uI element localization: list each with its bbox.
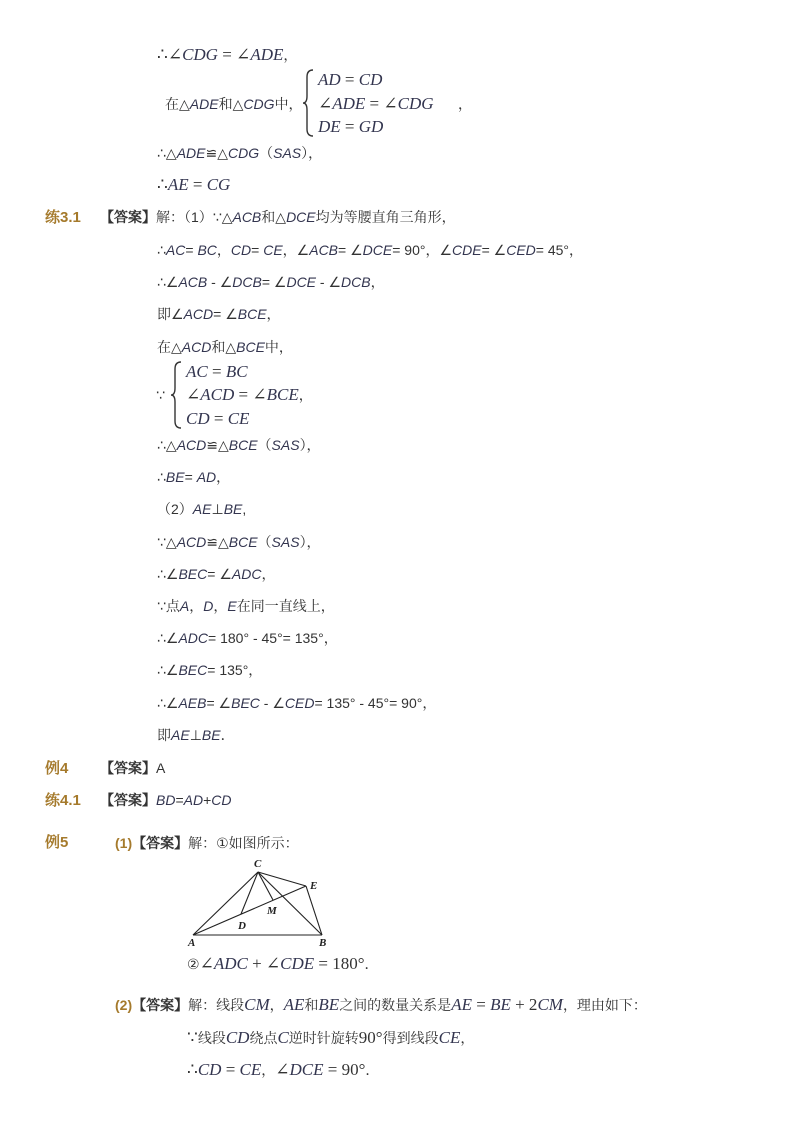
cjk-text: 解：①如图所示： [188, 835, 299, 851]
problem-label: 练4.1 [45, 792, 81, 809]
cjk-text: ， [425, 242, 440, 258]
math-variable: AE [451, 995, 472, 1014]
part-number: (1) [115, 835, 133, 851]
math-variable: ACB [178, 274, 208, 290]
math-variable: CD [197, 1060, 222, 1079]
solution-line: （2）AE⊥BE, [157, 501, 247, 517]
point-label-c: C [254, 858, 262, 870]
cjk-text: ） [178, 501, 193, 517]
cjk-text: 解：（ [156, 209, 191, 225]
math-variable: CG [206, 175, 231, 194]
system-tail: ， [458, 96, 472, 112]
cjk-text: （ [257, 534, 272, 550]
math-variable: CD [225, 1028, 250, 1047]
cjk-text: 中， [274, 96, 303, 112]
math-variable: ADE [189, 96, 219, 112]
math-variable: SAS [271, 437, 300, 453]
math-variable: ADE [250, 45, 284, 64]
cjk-text: ， [283, 47, 298, 63]
solution-line: ∴AE = CG [157, 175, 231, 194]
system-row: ∠ACD = ∠BCE， [186, 385, 313, 404]
system-row: AD = CD [318, 70, 383, 89]
solution-line: 即∠ACD= ∠BCE， [157, 306, 281, 322]
cjk-text: ， [422, 695, 437, 711]
math-variable: E [227, 598, 237, 614]
solution-line: ∴AC= BC，CD= CE，∠ACB= ∠DCE= 90°，∠CDE= ∠CED= 45°， [157, 242, 584, 258]
cjk-text: ， [261, 1062, 276, 1078]
math-variable: CDE [452, 242, 482, 258]
math-variable: ACD [183, 306, 214, 322]
math-variable: BE [318, 995, 340, 1014]
math-variable: BEC [231, 695, 260, 711]
cjk-text: ， [216, 242, 231, 258]
cjk-text: 在 [165, 96, 179, 112]
solution-line: 即AE⊥BE． [157, 727, 235, 743]
math-variable: ADE [332, 94, 366, 113]
math-variable: DCB [341, 274, 371, 290]
math-variable: BD [156, 792, 176, 808]
math-variable: CD [186, 409, 210, 428]
cjk-text: ， [323, 630, 338, 646]
math-variable: DCB [232, 274, 262, 290]
cjk-text: ， [213, 598, 228, 614]
cjk-text: 在 [157, 339, 171, 355]
math-variable: GD [358, 117, 384, 136]
cjk-text: 即 [157, 306, 171, 322]
answer-tag: 【答案】 [132, 835, 189, 851]
system-row: DE = GD [318, 117, 384, 136]
math-variable: ADE [176, 145, 206, 161]
cjk-text: ， [569, 242, 584, 258]
answer-tag: 【答案】 [100, 792, 156, 808]
math-variable: ACD [176, 534, 207, 550]
solution-line: ∴BE= AD， [157, 469, 231, 485]
cjk-text: 和 [218, 96, 233, 112]
math-variable: BE [165, 469, 185, 485]
cjk-text: ， [282, 242, 297, 258]
cjk-text: ． [365, 1062, 380, 1078]
cjk-text: ）， [299, 437, 321, 453]
cjk-text: ， [460, 1030, 475, 1046]
problem-label: 例5 [45, 834, 69, 851]
cjk-text: ． [364, 956, 379, 972]
math-variable: CDE [280, 954, 315, 973]
math-variable: ACD [181, 339, 212, 355]
math-variable: BC [225, 362, 248, 381]
solution-line: ∴△ADE≌△CDG（SAS）， [157, 145, 323, 161]
math-variable: BE [223, 501, 243, 517]
math-variable: BCE [237, 306, 267, 322]
point-label-d: D [238, 920, 246, 932]
cjk-text: ）， [299, 534, 321, 550]
math-variable: AEB [178, 695, 207, 711]
math-variable: ACD [176, 437, 207, 453]
exercise-3-1-header [45, 207, 456, 227]
math-variable: BCE [236, 339, 265, 355]
part-number: (2) [115, 997, 133, 1013]
math-variable: ACB [232, 209, 262, 225]
math-variable: CE [227, 409, 250, 428]
point-label-e: E [310, 880, 318, 892]
math-variable: BCE [228, 534, 258, 550]
cjk-text: ） [198, 209, 213, 225]
cjk-text: ， [216, 469, 231, 485]
cjk-text: ， [189, 598, 204, 614]
system-lead: ∵ [156, 387, 165, 403]
math-variable: AD [318, 70, 341, 89]
cjk-text: ， [269, 997, 284, 1013]
system-row: CD = CE [186, 409, 250, 428]
math-variable: CDG [182, 45, 218, 64]
exercise-4-1-header [45, 790, 232, 810]
cjk-text: 均为等腰直角三角形， [315, 209, 456, 225]
math-variable: AE [171, 727, 190, 743]
math-variable: CDG [243, 96, 275, 112]
system-intro: 在△ADE和△CDG中， [165, 96, 303, 112]
math-variable: AC [186, 362, 208, 381]
solution-line: ∴∠BEC= 135°， [157, 662, 263, 678]
cjk-text: 和 [211, 339, 226, 355]
math-variable: BEC [178, 662, 208, 678]
cjk-text: ，理由如下： [562, 997, 647, 1013]
left-brace-icon [170, 361, 182, 429]
math-variable: CE [239, 1060, 262, 1079]
answer-tag: 【答案】 [100, 760, 156, 776]
math-variable: ADC [178, 630, 209, 646]
math-variable: AE [283, 995, 305, 1014]
cjk-text: ， [261, 566, 276, 582]
solution-line: ∴∠BEC= ∠ADC， [157, 566, 276, 582]
math-variable: AE [167, 175, 189, 194]
math-variable: CED [506, 242, 536, 258]
cjk-text: ． [220, 727, 235, 743]
math-variable: CD [230, 242, 252, 258]
point-label-b: B [319, 937, 327, 949]
math-variable: BCE [266, 385, 299, 404]
math-variable: DCE [286, 209, 316, 225]
math-variable: AE [192, 501, 212, 517]
solution-line: ∵△ACD≌△BCE（SAS）， [157, 534, 321, 550]
cjk-text: ， [248, 662, 263, 678]
left-brace-icon [302, 69, 314, 137]
cjk-text: （ [257, 437, 272, 453]
math-variable: DCE [362, 242, 393, 258]
cjk-text: ， [266, 306, 281, 322]
solution-line: 在△ACD和△BCE中， [157, 339, 293, 355]
cjk-text: 逆时针旋转 [288, 1030, 359, 1046]
cjk-text: 即 [157, 727, 171, 743]
math-variable: AD [196, 469, 217, 485]
cjk-text: 线段 [197, 1030, 226, 1046]
answer-value: A [156, 760, 166, 776]
math-variable: DCE [289, 1060, 324, 1079]
point-label-a: A [188, 937, 196, 949]
example-5-part-1 [115, 833, 299, 853]
system-row: ∠ADE = ∠CDG [318, 94, 434, 113]
cjk-text: 中， [264, 339, 293, 355]
problem-label: 例4 [45, 760, 69, 777]
system-row: AC = BC [186, 362, 248, 381]
math-variable: D [203, 598, 214, 614]
math-variable: CE [438, 1028, 461, 1047]
solution-line: ∴∠CDG = ∠ADE， [157, 45, 298, 64]
math-variable: AD [183, 792, 204, 808]
cjk-text: （ [157, 501, 171, 517]
math-variable: BEC [178, 566, 208, 582]
cjk-text: 得到线段 [382, 1030, 439, 1046]
cjk-text: ② [187, 956, 200, 972]
math-variable: CD [358, 70, 383, 89]
solution-line: ∴∠ACB - ∠DCB= ∠DCE - ∠DCB， [157, 274, 385, 290]
cjk-text: ， [298, 387, 313, 403]
cjk-text: 之间的数量关系是 [339, 997, 452, 1013]
math-variable: CM [537, 995, 563, 1014]
geometry-figure [185, 855, 335, 950]
problem-label: 练3.1 [45, 209, 81, 226]
part-result: ②∠ADC + ∠CDE = 180°． [187, 954, 379, 973]
cjk-text: 点 [165, 598, 180, 614]
solution-line: ∴CD = CE，∠DCE = 90°． [187, 1060, 380, 1079]
math-variable: ACB [309, 242, 339, 258]
part-text [188, 835, 299, 851]
math-variable: C [277, 1028, 289, 1047]
math-variable: BCE [228, 437, 258, 453]
math-variable: ADC [213, 954, 248, 973]
solution-line: ∴∠ADC= 180° - 45°= 135°， [157, 630, 338, 646]
cjk-text: ）， [301, 145, 323, 161]
cjk-text: 和 [304, 997, 319, 1013]
example-5-label-wrap [45, 833, 100, 853]
math-variable: BE [201, 727, 221, 743]
answer-value: BD=AD+CD [156, 792, 232, 808]
cjk-text: 和 [261, 209, 276, 225]
cjk-text: 在同一直线上， [236, 598, 335, 614]
math-variable: A [179, 598, 190, 614]
segment-ac [193, 872, 258, 935]
math-variable: AC [165, 242, 186, 258]
math-variable: BE [490, 995, 511, 1014]
math-variable: CDG [227, 145, 260, 161]
math-variable: DE [318, 117, 341, 136]
solution-line: ∵点A，D，E在同一直线上， [157, 598, 335, 614]
solution-first-line: 解：（1）∵△ACB和△DCE均为等腰直角三角形， [156, 209, 456, 225]
math-variable: CM [244, 995, 270, 1014]
example-5-part-2 [115, 995, 647, 1015]
math-variable: SAS [271, 534, 300, 550]
answer-tag: 【答案】 [100, 209, 156, 225]
cjk-text: 解：线段 [188, 997, 245, 1013]
math-variable: CD [211, 792, 232, 808]
math-variable: CDG [397, 94, 434, 113]
solution-line: ∴△ACD≌△BCE（SAS）， [157, 437, 321, 453]
math-variable: BC [197, 242, 217, 258]
math-variable: CED [284, 695, 315, 711]
cjk-text: 绕点 [249, 1030, 278, 1046]
solution-line: ∵线段CD绕点C逆时针旋转90°得到线段CE， [187, 1028, 475, 1047]
math-variable: ACD [200, 385, 235, 404]
part-text: 解：线段CM，AE和BE之间的数量关系是AE = BE + 2CM，理由如下： [188, 995, 647, 1014]
answer-tag: 【答案】 [132, 997, 189, 1013]
cjk-text: ， [370, 274, 385, 290]
math-variable: CE [263, 242, 283, 258]
solution-line: ∴∠AEB= ∠BEC - ∠CED= 135° - 45°= 90°， [157, 695, 437, 711]
point-label-m: M [267, 905, 277, 917]
cjk-text: （ [259, 145, 274, 161]
math-variable: ADC [231, 566, 262, 582]
math-variable: SAS [273, 145, 302, 161]
math-variable: DCE [286, 274, 317, 290]
example-4-header [45, 758, 165, 778]
